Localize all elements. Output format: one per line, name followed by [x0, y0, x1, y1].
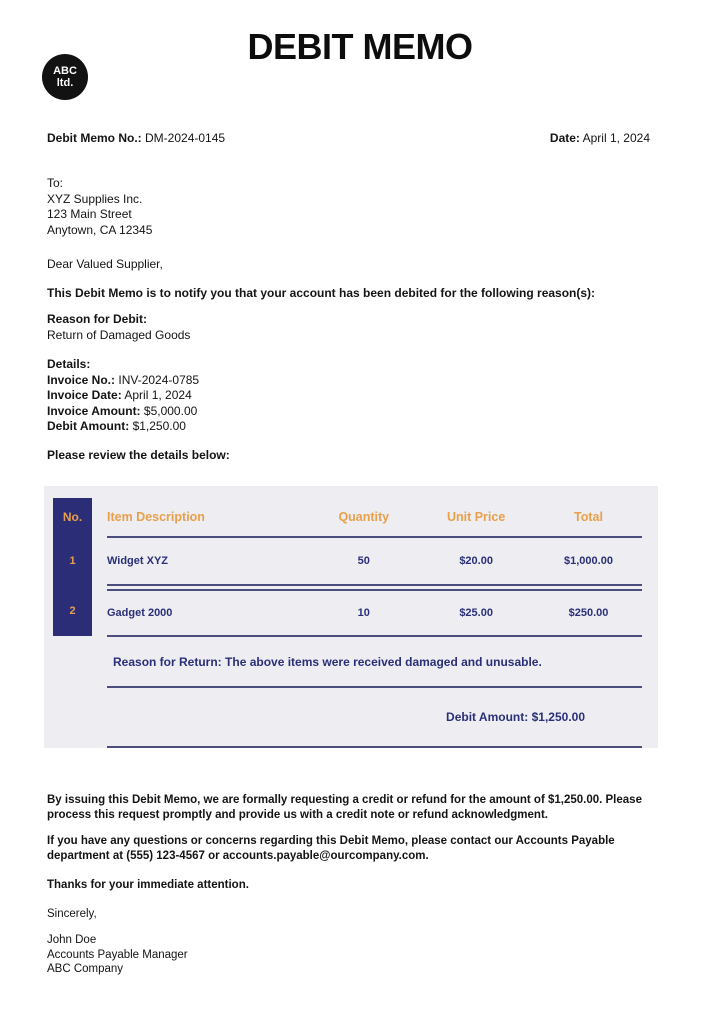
return-reason-row	[107, 637, 642, 686]
page-title: DEBIT MEMO	[247, 26, 473, 67]
closing-paragraph-2: If you have any questions or concerns regarding this Debit Memo, please contact our Accounts Payable department at (555) 123-4567 or accounts.payable@ourcompany.com.	[47, 835, 615, 862]
column-header-total: Total	[574, 510, 603, 524]
detail-label: Invoice Amount:	[47, 403, 141, 418]
detail-label: Invoice Date:	[47, 388, 122, 402]
review-prompt: Please review the details below:	[47, 447, 230, 462]
debit-amount-label: Debit Amount:	[446, 710, 529, 724]
item-total: $250.00	[568, 607, 609, 619]
recipient-city: Anytown, CA 12345	[47, 222, 153, 237]
row-number: 2	[69, 605, 76, 617]
reason-label: Reason for Debit:	[47, 312, 148, 326]
item-unit-price: $25.00	[459, 607, 493, 619]
item-total: $1,000.00	[564, 555, 613, 567]
debit-amount-value: $1,250.00	[531, 710, 585, 724]
recipient-block	[47, 176, 650, 238]
logo-text-line1: ABC	[53, 65, 77, 77]
detail-invoice-amount	[47, 404, 650, 420]
signoff-line: Sincerely,	[47, 907, 97, 920]
recipient-name: XYZ Supplies Inc.	[47, 191, 143, 206]
item-unit-price: $20.00	[459, 555, 493, 567]
divider	[107, 746, 642, 748]
reason-for-debit-block	[47, 312, 650, 343]
divider-double	[107, 584, 642, 591]
details-block	[47, 357, 650, 435]
memo-date	[550, 130, 650, 146]
item-description: Gadget 2000	[107, 607, 173, 619]
memo-date-label: Date:	[549, 131, 580, 145]
memo-number-value: DM-2024-0145	[145, 131, 226, 145]
table-row	[107, 591, 642, 635]
signature-name: John Doe	[47, 934, 97, 946]
row-number: 1	[69, 555, 76, 567]
table-header-row	[107, 498, 642, 536]
details-label: Details:	[47, 357, 91, 371]
detail-debit-amount	[47, 419, 650, 435]
column-header-unit-price: Unit Price	[446, 510, 506, 524]
table-row	[107, 538, 642, 584]
signature-block	[47, 933, 650, 977]
detail-invoice-no	[47, 373, 650, 389]
recipient-label: To:	[47, 176, 64, 190]
debit-amount-row	[107, 688, 642, 746]
detail-value: INV-2024-0785	[118, 372, 200, 387]
memo-date-value: April 1, 2024	[582, 131, 650, 145]
detail-value: April 1, 2024	[124, 388, 192, 402]
detail-value: $1,250.00	[132, 419, 186, 433]
table-number-column	[53, 498, 92, 636]
signature-title: Accounts Payable Manager	[47, 948, 188, 961]
detail-value: $5,000.00	[143, 403, 198, 418]
detail-invoice-date	[47, 388, 650, 404]
table-content	[107, 498, 642, 748]
column-header-quantity: Quantity	[338, 510, 390, 524]
detail-label: Invoice No.:	[47, 372, 116, 387]
item-quantity: 10	[357, 607, 370, 619]
intro-paragraph: This Debit Memo is to notify you that your account has been debited for the following reason(s):	[47, 285, 596, 300]
company-logo	[42, 54, 88, 100]
column-header-description: Item Description	[107, 510, 205, 524]
item-quantity: 50	[357, 555, 370, 567]
items-table	[44, 486, 658, 748]
detail-label: Debit Amount:	[47, 419, 130, 433]
reason-value: Return of Damaged Goods	[47, 327, 191, 342]
memo-meta-row	[47, 130, 650, 146]
recipient-street: 123 Main Street	[47, 207, 132, 221]
logo-text-line2: ltd.	[56, 77, 74, 89]
item-description: Widget XYZ	[107, 555, 169, 567]
salutation: Dear Valued Supplier,	[47, 257, 163, 271]
column-header-no: No.	[62, 510, 83, 524]
closing-paragraph-1: By issuing this Debit Memo, we are formally requesting a credit or refund for the amount of $1,250.00. Please process this request promptly and provide us with a credit note or refund acknowledgment.	[47, 794, 642, 821]
thanks-line: Thanks for your immediate attention.	[47, 879, 249, 891]
memo-number	[47, 130, 225, 146]
signature-company: ABC Company	[47, 963, 124, 975]
return-reason-text: The above items were received damaged and unusable.	[225, 654, 542, 669]
return-reason-label: Reason for Return:	[113, 654, 222, 669]
memo-number-label: Debit Memo No.:	[47, 131, 142, 145]
